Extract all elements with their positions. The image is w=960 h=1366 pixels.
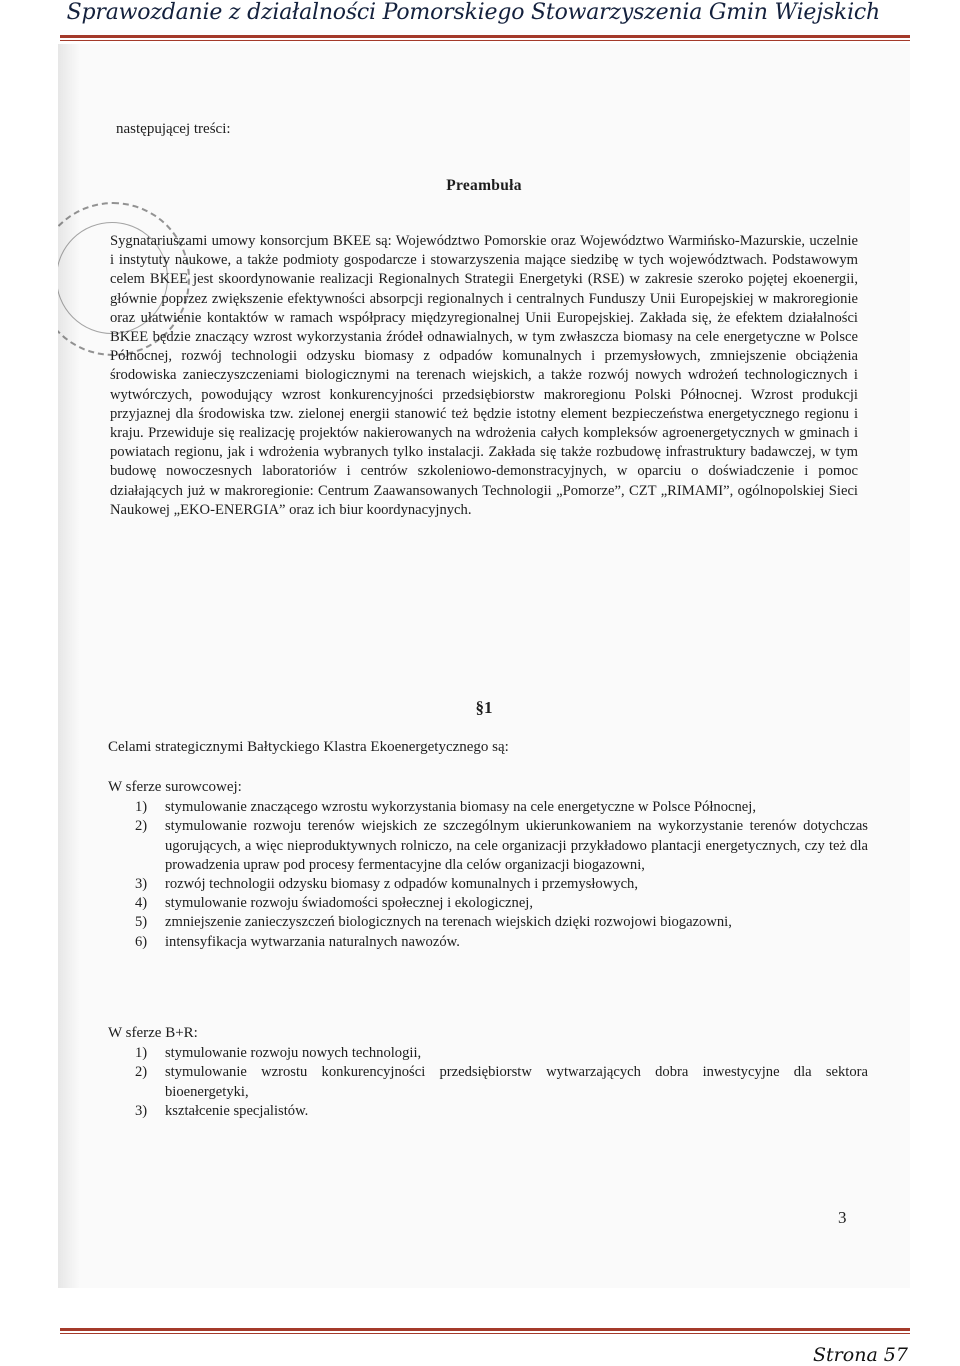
sphere-raw-materials (108, 778, 868, 952)
sphere-research (108, 1024, 868, 1121)
preamble-heading: Preambuła (446, 177, 522, 194)
intro-line: następującej treści: (116, 121, 231, 137)
list-item-text: stymulowanie rozwoju terenów wiejskich ze szczególnym ukierunkowaniem na wykorzystanie terenów dotychczas ugorujących, a więc nieproduktywnych rolniczo, na cele organizacji przykładowo plantacji energetycznych, czy też dla prowadzenia upraw pod procesy fermentacyjne dla celów organizacji biogazowni, (165, 818, 868, 873)
section-heading: §1 (475, 698, 493, 717)
list-item-number: 6) (135, 933, 148, 950)
list-item-number: 2) (135, 818, 148, 835)
list-item-number: 5) (135, 914, 148, 931)
list-item-text: zmniejszenie zanieczyszczeń biologicznych na terenach wiejskich dzięki rozwojowi biogazowni, (165, 914, 732, 931)
list-item (108, 1044, 868, 1063)
report-title: Sprawozdanie z działalności Pomorskiego Stowarzyszenia Gmin Wiejskich (66, 0, 880, 25)
list-item-text: intensyfikacja wytwarzania naturalnych nawozów. (165, 933, 460, 950)
list-item-text: stymulowanie wzrostu konkurencyjności przedsiębiorstw wytwarzających dobra inwestycyjne dla sektora bioenergetyki, (165, 1064, 868, 1100)
goals-intro: Celami strategicznymi Bałtyckiego Klastra Ekoenergetycznego są: (108, 739, 509, 755)
running-header (0, 0, 960, 36)
list-item-text: rozwój technologii odzysku biomasy z odpadów komunalnych i przemysłowych, (165, 876, 638, 893)
scanned-page (58, 44, 910, 1288)
list-item-number: 4) (135, 895, 148, 912)
list-item-text: kształcenie specjalistów. (165, 1102, 309, 1119)
list-item-text: stymulowanie rozwoju nowych technologii, (165, 1045, 422, 1062)
list-item (108, 933, 868, 952)
list-item (108, 798, 868, 817)
list-item-number: 3) (135, 1102, 148, 1119)
sphere-title: W sferze surowcowej: (108, 779, 242, 795)
footer-page-label: Strona 57 (813, 1344, 908, 1366)
list-item (108, 817, 868, 875)
document-body (58, 44, 910, 1288)
list-item (108, 1102, 868, 1121)
list-item-number: 1) (135, 1045, 148, 1062)
sphere-title: W sferze B+R: (108, 1025, 198, 1041)
goals-list (108, 798, 868, 952)
footer-rule-thick (60, 1328, 910, 1331)
list-item (108, 913, 868, 932)
header-rule-thin (60, 40, 910, 41)
scanned-page-number: 3 (838, 1208, 847, 1227)
footer-rule-thin (60, 1333, 910, 1334)
preamble-paragraph: Sygnatariuszami umowy konsorcjum BKEE są: Województwo Pomorskie oraz Województwo Warmińsko-Mazurskie, uczelnie i instytuty naukowe, a także podmioty gospodarcze i stowarzyszenia mające siedzibę w tych województwach. Podstawowym celem BKEE jest skoordynowanie realizacji Regionalnych Strategii Energetyki (RSE) w zakresie szeroko pojętej ekoenergii, głównie poprzez zwiększenie efektywności absorpcji regionalnych i centralnych Funduszy Unii Europejskiej w makroregionie oraz ułatwienie kontaktów w ramach współpracy międzyregionalnej Unii Europejskiej. Zakłada się, że efektem działalności BKEE będzie znaczący wzrost wykorzystania źródeł odnawialnych, w tym zwłaszcza biomasy na cele energetyczne w Polsce Północnej, rozwój technologii odzysku biomasy z odpadów komunalnych i przemysłowych, zmniejszenie obciążenia środowiska zanieczyszczeniami biologicznymi na terenach wiejskich, a także rozwój nowych wdrożeń technologicznych i wytwórczych, powodujący wzrost konkurencyjności przedsiębiorstw makroregionu Polski Północnej. Wzrost produkcji przyjaznej dla środowiska tzw. zielonej energii stanowić też będzie istotny element bezpieczeństwa energetycznego regionu i kraju. Przewiduje się realizację projektów nakierowanych na wdrożenia całych kompleksów agroenergetycznych w gminach i powiatach regionu, jak i wdrożenia wybranych tylko instalacji. Zakłada się także rozbudowę infrastruktury badawczej, w tym budowę nowoczesnych laboratoriów i centrów szkoleniowo-demonstracyjnych, w oparciu o doświadczenie i pomoc działających już w makroregionie: Centrum Zaawansowanych Technologii „Pomorze”, CZT „RIMAMI”, ogólnopolskiej Sieci Naukowej „EKO-ENERGIA” oraz ich biur koordynacyjnych. (110, 233, 858, 518)
list-item (108, 1063, 868, 1101)
goals-list (108, 1044, 868, 1121)
list-item-text: stymulowanie znaczącego wzrostu wykorzystania biomasy na cele energetyczne w Polsce Północnej, (165, 799, 756, 816)
list-item-text: stymulowanie rozwoju świadomości społecznej i ekologicznej, (165, 895, 533, 912)
list-item-number: 3) (135, 876, 148, 893)
list-item (108, 875, 868, 894)
list-item (108, 894, 868, 913)
list-item-number: 1) (135, 799, 148, 816)
list-item-number: 2) (135, 1064, 148, 1081)
header-rule-thick (60, 35, 910, 38)
